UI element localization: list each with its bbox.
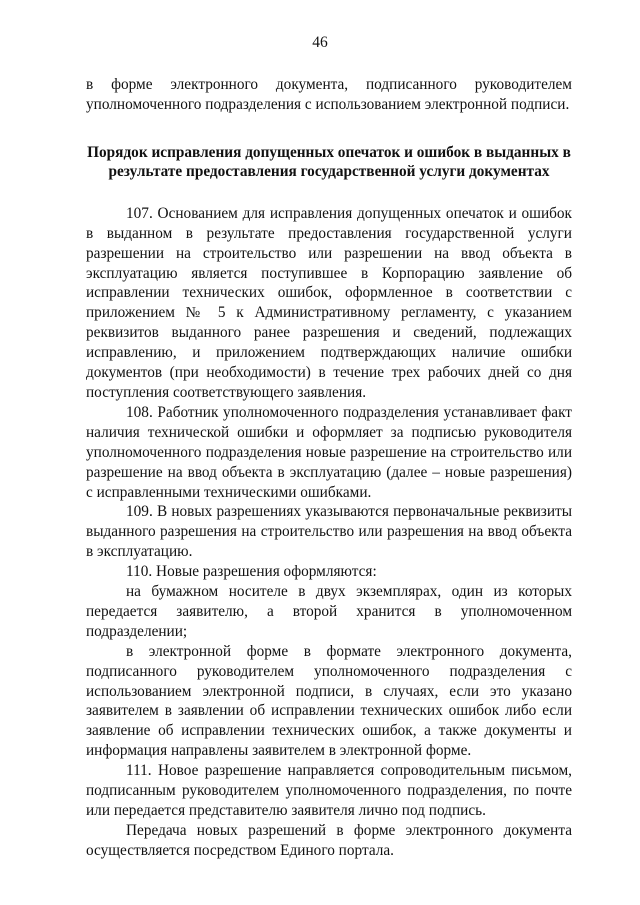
paragraph-111: 111. Новое разрешение направляется сопроводительным письмом, подписанным руководителем уполномоченного подразделения, по почте или передается представителю заявителя лично под подпись.: [86, 762, 572, 819]
document-body: [86, 75, 572, 861]
paragraph-110: 110. Новые разрешения оформляются:: [126, 563, 377, 581]
paragraph-109: 109. В новых разрешениях указываются первоначальные реквизиты выданного разрешения на строительство или разрешения на ввод объекта в эксплуатацию.: [86, 503, 572, 561]
section-heading: Порядок исправления допущенных опечаток и ошибок в выданных в результате предоставления государственной услуги документах: [87, 143, 571, 181]
paragraph-110-paper: на бумажном носителе в двух экземплярах, один из которых передается заявителю, а второй хранится в уполномоченном подразделении;: [86, 583, 572, 640]
paragraph-107: 107. Основанием для исправления допущенных опечаток и ошибок в выданном в результате предоставления государственной услуги разрешении на строительство или разрешении на ввод объекта в эксплуатацию является поступившее в Корпорацию заявление об исправлении технических ошибок, оформленное в соответствии с приложением № 5 к Административному регламенту, с указанием реквизитов выданного ранее разрешения и сведений, подлежащих исправлению, и приложением подтверждающих наличие ошибки документов (при необходимости) в течение трех рабочих дней со дня поступления соответствующего заявления.: [86, 204, 572, 401]
paragraph-transfer: Передача новых разрешений в форме электронного документа осуществляется посредством Единого портала.: [86, 821, 572, 859]
paragraph-continuation: в форме электронного документа, подписанного руководителем уполномоченного подразделения с использованием электронной подписи.: [86, 76, 572, 113]
paragraph-110-electronic: в электронной форме в формате электронного документа, подписанного руководителем уполномоченного подразделения с использованием электронной подписи, в случаях, если это указано заявителем в заявлении об исправлении технических ошибок либо если заявление об исправлении технических ошибок, а также документы и информация направлены заявителем в электронной форме.: [86, 642, 572, 760]
paragraph-108: 108. Работник уполномоченного подразделения устанавливает факт наличия технической ошибки и оформляет за подписью руководителя уполномоченного подразделения новые разрешение на строительство или разрешение на ввод объекта в эксплуатацию (далее – новые разрешения) с исправленными техническими ошибками.: [86, 403, 572, 501]
page-number: 46: [312, 34, 328, 51]
